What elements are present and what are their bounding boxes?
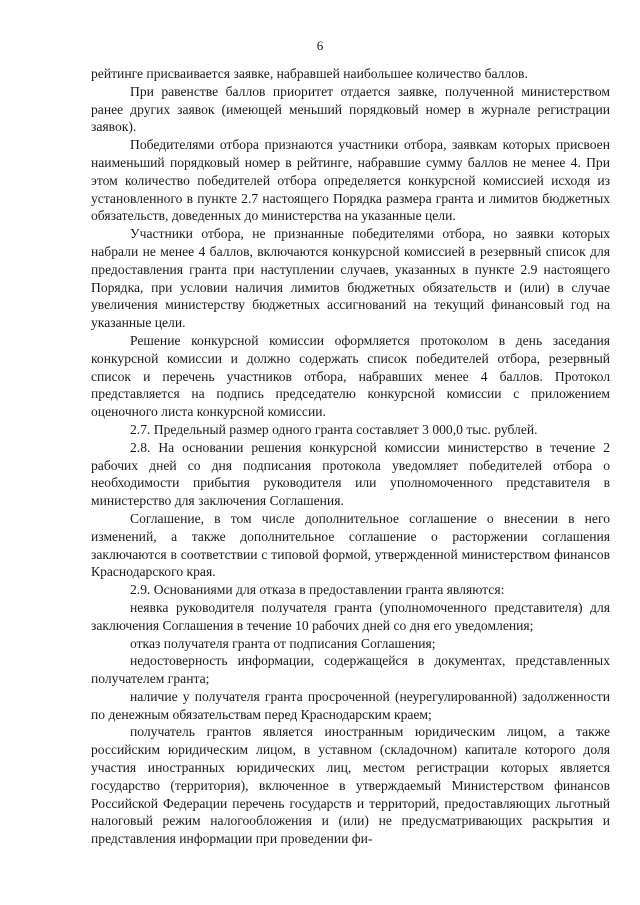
paragraph-2-9-refusal-grounds: 2.9. Основаниями для отказа в предоставлении гранта являются:	[130, 582, 505, 598]
paragraph-2-7-grant-limit: 2.7. Предельный размер одного гранта составляет 3 000,0 тыс. рублей.	[130, 421, 538, 437]
list-item-false-information: недостоверность информации, содержащейся в документах, представленных получателем гранта;	[91, 653, 610, 687]
list-item-foreign-entity: получатель грантов является иностранным юридическим лицом, а также российским юридическим лицом, в уставном (складочном) капитале которого доля участия иностранных юридических лиц, местом регистрации которых является государство (территория), включенное в утверждаемый Министерством финансов Российской Федерации перечень государств и территорий, предоставляющих льготный налоговый режим налогообложения и (или) не предусматривающих раскрытия и представления информации при проведении фи-	[91, 724, 610, 847]
paragraph-winners: Победителями отбора признаются участники отбора, заявкам которых присвоен наименьший порядковый номер в рейтинге, набравшие сумму баллов не менее 4. При этом количество победителей отбора определяется конкурсной комиссией исходя из установленного в пункте 2.7 настоящего Порядка размера гранта и лимитов бюджетных обязательств, доведенных до министерства на указанные цели.	[91, 137, 610, 224]
paragraph-2-8-notification: 2.8. На основании решения конкурсной комиссии министерство в течение 2 рабочих дней со дня подписания протокола уведомляет победителей отбора о необходимости прибытия руководителя или уполномоченного представителя в министерство для заключения Соглашения.	[91, 439, 610, 509]
list-item-refusal-to-sign: отказ получателя гранта от подписания Соглашения;	[130, 635, 436, 651]
document-body	[91, 65, 610, 848]
paragraph-equal-points: При равенстве баллов приоритет отдается заявке, полученной министерством ранее других заявок (имеющей меньший порядковый номер в журнале регистрации заявок).	[91, 83, 610, 135]
paragraph-commission-decision: Решение конкурсной комиссии оформляется протоколом в день заседания конкурсной комиссии и должно содержать список победителей отбора, резервный список и перечень участников отбора, набравших менее 4 баллов. Протокол представляется на подпись председателю конкурсной комиссии с приложением оценочного листа конкурсной комиссии.	[91, 332, 610, 420]
list-item-overdue-debt: наличие у получателя гранта просроченной (неурегулированной) задолженности по денежным обязательствам перед Краснодарским краем;	[91, 688, 610, 722]
paragraph-agreement-form: Соглашение, в том числе дополнительное соглашение о внесении в него изменений, а также дополнительное соглашение о расторжении соглашения заключаются в соответствии с типовой формой, утвержденной министерством финансов Краснодарского края.	[91, 510, 610, 580]
paragraph-reserve-list: Участники отбора, не признанные победителями отбора, но заявки которых набрали не менее 4 баллов, включаются конкурсной комиссией в резервный список для предоставления гранта при наступлении случаев, указанных в пункте 2.9 настоящего Порядка, при условии наличия лимитов бюджетных обязательств и (или) в случае увеличения министерству бюджетных ассигнований на текущий финансовый год на указанные цели.	[91, 226, 610, 331]
list-item-no-show: неявка руководителя получателя гранта (уполномоченного представителя) для заключения Соглашения в течение 10 рабочих дней со дня его уведомления;	[91, 599, 610, 633]
page-number: 6	[316, 38, 324, 53]
paragraph-rating-continuation: рейтинге присваивается заявке, набравшей наибольшее количество баллов.	[91, 66, 528, 81]
